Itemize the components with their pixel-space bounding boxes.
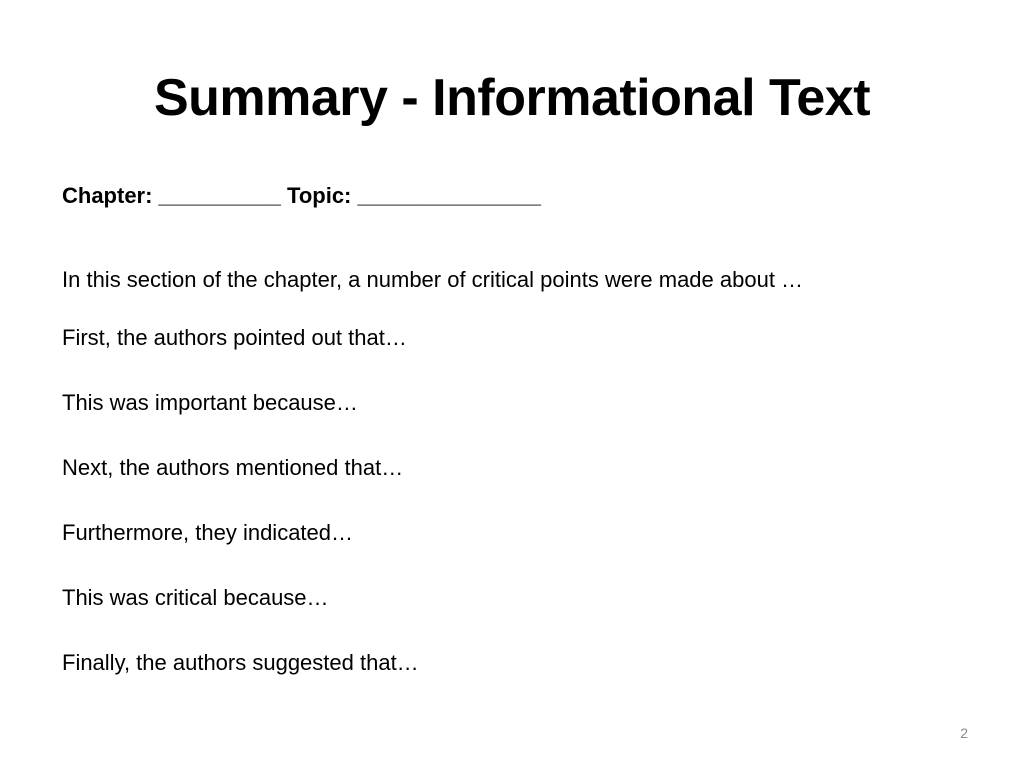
summary-line-important: This was important because… [62,390,358,415]
summary-line-first: First, the authors pointed out that… [62,325,407,350]
summary-line-furthermore: Furthermore, they indicated… [62,520,354,545]
summary-line-intro: In this section of the chapter, a number of critical points were made about … [62,267,804,292]
summary-line-critical: This was critical because… [62,585,329,610]
summary-line-finally: Finally, the authors suggested that… [62,650,419,675]
page-number: 2 [960,725,968,741]
slide-title: Summary - Informational Text [153,69,871,127]
chapter-topic-line: Chapter: __________ Topic: _______________ [62,183,542,208]
summary-line-next: Next, the authors mentioned that… [62,455,404,480]
